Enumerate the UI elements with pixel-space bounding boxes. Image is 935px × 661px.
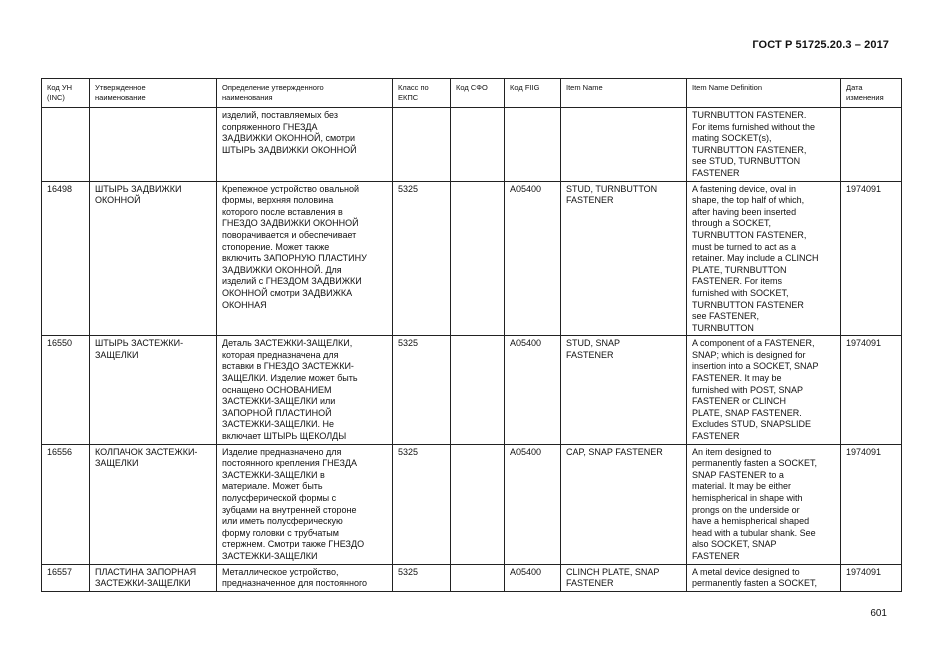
cell-definition: Крепежное устройство овальной формы, верхняя половина которого после вставления в ГНЕЗДО ЗАДВИЖКИ ОКОННОЙ поворачивается и обеспечивает стопорение. Может также включить ЗАПОРНУЮ ПЛАСТИНУ ЗАДВИЖКИ ОКОННОЙ. Для изделий с ГНЕЗДОМ ЗАДВИЖКИ ОКОННОЙ смотри ЗАДВИЖКА ОКОННАЯ xyxy=(217,181,393,336)
cell-ekps-class: 5325 xyxy=(393,181,451,336)
col-header-item-name-definition: Item Name Definition xyxy=(687,79,841,108)
cell-item-name: CAP, SNAP FASTENER xyxy=(561,444,687,564)
cell-inc: 16498 xyxy=(42,181,90,336)
cell-change-date xyxy=(841,108,902,182)
cell-fiig-code xyxy=(505,108,561,182)
cell-definition: Деталь ЗАСТЕЖКИ-ЗАЩЕЛКИ, которая предназначена для вставки в ГНЕЗДО ЗАСТЕЖКИ- ЗАЩЕЛКИ. Изделие может быть оснащено ОСНОВАНИЕМ ЗАСТЕЖКИ-ЗАЩЕЛКИ или ЗАПОРНОЙ ПЛАСТИНОЙ ЗАСТЕЖКИ-ЗАЩЕЛКИ. Не включает ШТЫРЬ ЩЕКОЛДЫ xyxy=(217,336,393,444)
page-number: 601 xyxy=(870,608,887,619)
cell-change-date: 1974091 xyxy=(841,444,902,564)
cell-change-date: 1974091 xyxy=(841,564,902,591)
cell-item-name-definition: An item designed to permanently fasten a SOCKET, SNAP FASTENER to a material. It may be either hemispherical in shape with prongs on the underside or have a hemispherical shaped head with a tubular shank. See also SOCKET, SNAP FASTENER xyxy=(687,444,841,564)
cell-approved-name: КОЛПАЧОК ЗАСТЕЖКИ- ЗАЩЕЛКИ xyxy=(90,444,217,564)
cell-sfo-code xyxy=(451,108,505,182)
cell-inc xyxy=(42,108,90,182)
cell-ekps-class: 5325 xyxy=(393,444,451,564)
cell-fiig-code: A05400 xyxy=(505,181,561,336)
cell-fiig-code: A05400 xyxy=(505,444,561,564)
cell-fiig-code: A05400 xyxy=(505,336,561,444)
cell-inc: 16550 xyxy=(42,336,90,444)
standard-code: ГОСТ Р 51725.20.3 – 2017 xyxy=(752,39,889,51)
table-row xyxy=(42,444,902,564)
cell-item-name-definition: A metal device designed to permanently fasten a SOCKET, xyxy=(687,564,841,591)
col-header-definition: Определение утвержденного наименования xyxy=(217,79,393,108)
col-header-change-date: Дата изменения xyxy=(841,79,902,108)
items-table xyxy=(41,78,902,592)
cell-definition: изделий, поставляемых без сопряженного ГНЕЗДА ЗАДВИЖКИ ОКОННОЙ, смотри ШТЫРЬ ЗАДВИЖКИ ОКОННОЙ xyxy=(217,108,393,182)
cell-definition: Изделие предназначено для постоянного крепления ГНЕЗДА ЗАСТЕЖКИ-ЗАЩЕЛКИ в материале. Может быть полусферической формы с зубцами на внутренней стороне или иметь полусферическую форму головки с трубчатым стержнем. Смотри также ГНЕЗДО ЗАСТЕЖКИ-ЗАЩЕЛКИ xyxy=(217,444,393,564)
col-header-item-name: Item Name xyxy=(561,79,687,108)
cell-item-name-definition: TURNBUTTON FASTENER. For items furnished without the mating SOCKET(s), TURNBUTTON FASTENER, see STUD, TURNBUTTON FASTENER xyxy=(687,108,841,182)
cell-ekps-class: 5325 xyxy=(393,336,451,444)
cell-item-name: CLINCH PLATE, SNAP FASTENER xyxy=(561,564,687,591)
col-header-ekps-class: Класс по ЕКПС xyxy=(393,79,451,108)
table-row xyxy=(42,564,902,591)
cell-sfo-code xyxy=(451,181,505,336)
cell-approved-name: ПЛАСТИНА ЗАПОРНАЯ ЗАСТЕЖКИ-ЗАЩЕЛКИ xyxy=(90,564,217,591)
table-row xyxy=(42,108,902,182)
cell-item-name xyxy=(561,108,687,182)
cell-sfo-code xyxy=(451,444,505,564)
cell-item-name-definition: A fastening device, oval in shape, the top half of which, after having been inserted through a SOCKET, TURNBUTTON FASTENER, must be turned to act as a retainer. May include a CLINCH PLATE, TURNBUTTON FASTENER. For items furnished with SOCKET, TURNBUTTON FASTENER see FASTENER, TURNBUTTON xyxy=(687,181,841,336)
cell-inc: 16557 xyxy=(42,564,90,591)
cell-ekps-class xyxy=(393,108,451,182)
cell-approved-name: ШТЫРЬ ЗАСТЕЖКИ- ЗАЩЕЛКИ xyxy=(90,336,217,444)
cell-sfo-code xyxy=(451,336,505,444)
cell-approved-name xyxy=(90,108,217,182)
cell-ekps-class: 5325 xyxy=(393,564,451,591)
cell-definition: Металлическое устройство, предназначенное для постоянного xyxy=(217,564,393,591)
cell-inc: 16556 xyxy=(42,444,90,564)
cell-approved-name: ШТЫРЬ ЗАДВИЖКИ ОКОННОЙ xyxy=(90,181,217,336)
col-header-inc: Код УН (INC) xyxy=(42,79,90,108)
cell-item-name-definition: A component of a FASTENER, SNAP; which is designed for insertion into a SOCKET, SNAP FASTENER. It may be furnished with POST, SNAP FASTENER or CLINCH PLATE, SNAP FASTENER. Excludes STUD, SNAPSLIDE FASTENER xyxy=(687,336,841,444)
cell-sfo-code xyxy=(451,564,505,591)
col-header-sfo-code: Код СФО xyxy=(451,79,505,108)
table-row xyxy=(42,181,902,336)
cell-item-name: STUD, SNAP FASTENER xyxy=(561,336,687,444)
col-header-fiig-code: Код FIIG xyxy=(505,79,561,108)
cell-change-date: 1974091 xyxy=(841,181,902,336)
table-row xyxy=(42,336,902,444)
col-header-approved-name: Утвержденное наименование xyxy=(90,79,217,108)
cell-change-date: 1974091 xyxy=(841,336,902,444)
cell-item-name: STUD, TURNBUTTON FASTENER xyxy=(561,181,687,336)
table-header-row xyxy=(42,79,902,108)
cell-fiig-code: A05400 xyxy=(505,564,561,591)
